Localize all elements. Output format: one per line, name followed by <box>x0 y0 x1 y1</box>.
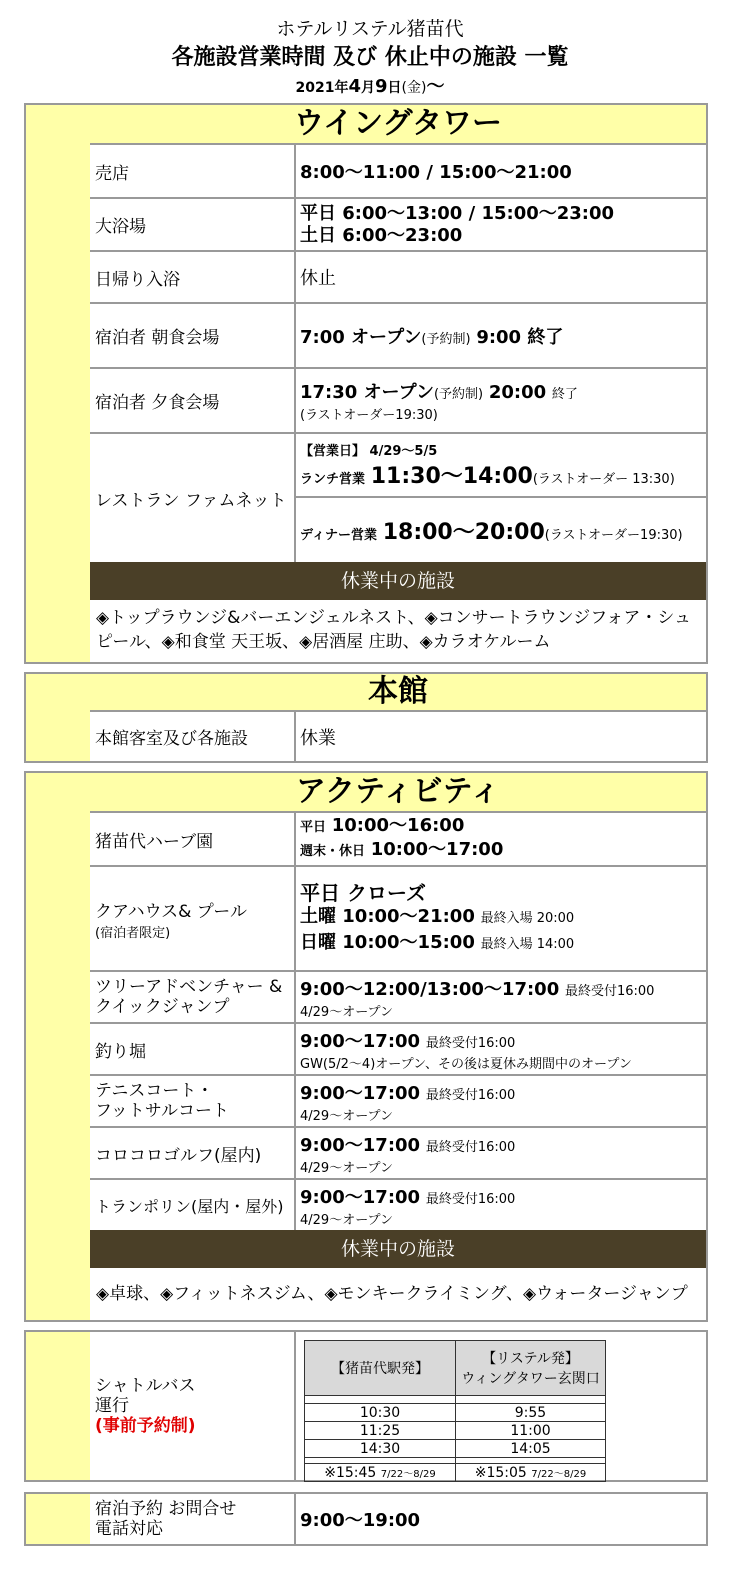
wing-tower-section <box>24 103 708 664</box>
row-label: レストラン ファムネット <box>90 434 296 562</box>
main-building-rows <box>90 712 706 761</box>
row-value: 9:00〜17:00 最終受付16:00 4/29〜オープン <box>300 1134 516 1176</box>
row-value: 平日 6:00〜13:00 / 15:00〜23:00 土日 6:00〜23:00 <box>300 202 615 246</box>
row-value: 平日 10:00〜16:00 週末・休日 10:00〜17:00 <box>300 815 504 860</box>
row-label: 日帰り入浴 <box>90 252 296 302</box>
row-value: 9:00〜12:00/13:00〜17:00 最終受付16:00 4/29〜オープン <box>300 978 655 1020</box>
row-herb <box>90 813 706 865</box>
row-value: 9:00〜19:00 <box>300 1510 421 1531</box>
row-value: 17:30 オープン(予約制) 20:00 終了 (ラストオーダー19:30) <box>300 382 578 423</box>
section-title: ウイングタワー <box>90 105 706 145</box>
page-title: 各施設営業時間 及び 休止中の施設 一覧 <box>171 45 569 70</box>
row-dinner <box>90 367 706 432</box>
timetable-header: 【リステル発】 ウィングタワー玄関口 <box>456 1341 606 1396</box>
row-label: テニスコート・ フットサルコート <box>90 1076 296 1126</box>
row-pool <box>90 865 706 970</box>
row-label: 宿泊者 夕食会場 <box>90 369 296 432</box>
row-label: トランポリン(屋内・屋外) <box>90 1180 296 1230</box>
restaurant-dinner: ディナー営業 18:00〜20:00(ラストオーダー19:30) <box>300 519 683 545</box>
section-title: アクティビティ <box>90 773 706 813</box>
row-value: 9:00〜17:00 最終受付16:00 4/29〜オープン <box>300 1186 516 1228</box>
wing-rows <box>90 145 706 562</box>
row-label: 猪苗代ハーブ園 <box>90 813 296 865</box>
row-daytrip <box>90 250 706 302</box>
row-shuttle <box>90 1332 706 1480</box>
row-value: 9:00〜17:00 最終受付16:00 4/29〜オープン <box>300 1082 516 1124</box>
row-label: 大浴場 <box>90 199 296 250</box>
table-row: 14:30 14:05 <box>305 1440 606 1458</box>
row-label: 釣り堀 <box>90 1024 296 1074</box>
row-fishing <box>90 1022 706 1074</box>
row-label: クアハウス& プール (宿泊者限定) <box>90 867 296 970</box>
closed-facilities-header: 休業中の施設 <box>90 1230 706 1268</box>
activity-rows <box>90 813 706 1230</box>
row-value: 7:00 オープン(予約制) 9:00 終了 <box>300 326 564 348</box>
closed-facilities-list: ◈卓球、◈フィットネスジム、◈モンキークライミング、◈ウォータージャンプ <box>90 1268 706 1320</box>
row-restaurant <box>90 432 706 562</box>
table-row: 10:30 9:55 <box>305 1404 606 1422</box>
reservation-rows <box>90 1494 706 1544</box>
row-label: 売店 <box>90 145 296 197</box>
hotel-name: ホテルリステル猪苗代 <box>276 18 464 40</box>
row-value: 9:00〜17:00 最終受付16:00 GW(5/2〜4)オープン、その後は夏休み期間中のオープン <box>300 1030 632 1072</box>
row-label: コロコロゴルフ(屋内) <box>90 1128 296 1178</box>
reservation-section <box>24 1492 708 1546</box>
row-label: 本館客室及び各施設 <box>90 712 296 761</box>
row-main-building <box>90 712 706 761</box>
row-bath <box>90 197 706 250</box>
row-label: シャトルバス 運行 (事前予約制) <box>90 1332 296 1480</box>
row-label: 宿泊者 朝食会場 <box>90 304 296 367</box>
effective-date: 2021年4月9日(金)〜 <box>295 76 445 97</box>
row-value: 平日 クローズ 土曜 10:00〜21:00 最終入場 20:00 日曜 10:00〜15:00 最終入場 14:00 <box>300 880 575 953</box>
table-row: ※15:45 7/22〜8/29 ※15:05 7/22〜8/29 <box>305 1464 606 1482</box>
row-golf <box>90 1126 706 1178</box>
main-building-section <box>24 672 708 763</box>
closed-facilities-header: 休業中の施設 <box>90 562 706 600</box>
row-shop <box>90 145 706 197</box>
row-value: 休業 <box>300 727 336 749</box>
closed-facilities-list: ◈トップラウンジ&バーエンジェルネスト、◈コンサートラウンジフォア・シュピール、◈和食堂 天王坂、◈居酒屋 庄助、◈カラオケルーム <box>90 600 706 662</box>
row-value: 休止 <box>300 268 336 289</box>
shuttle-rows <box>90 1332 706 1480</box>
activity-section <box>24 771 708 1322</box>
row-tennis <box>90 1074 706 1126</box>
section-title: 本館 <box>90 674 706 712</box>
restaurant-lunch: 【営業日】 4/29〜5/5 ランチ営業 11:30〜14:00(ラストオーダー 13:30) <box>296 434 706 498</box>
row-breakfast <box>90 302 706 367</box>
row-value: 8:00〜11:00 / 15:00〜21:00 <box>300 162 572 183</box>
table-row: 11:25 11:00 <box>305 1422 606 1440</box>
shuttle-section <box>24 1330 708 1482</box>
row-tree-adventure <box>90 970 706 1022</box>
row-label: ツリーアドベンチャー & クイックジャンプ <box>90 972 296 1022</box>
row-reservation <box>90 1494 706 1544</box>
shuttle-timetable <box>304 1340 606 1482</box>
row-trampoline <box>90 1178 706 1230</box>
timetable-header: 【猪苗代駅発】 <box>305 1341 456 1396</box>
row-label: 宿泊予約 お問合せ 電話対応 <box>90 1494 296 1544</box>
